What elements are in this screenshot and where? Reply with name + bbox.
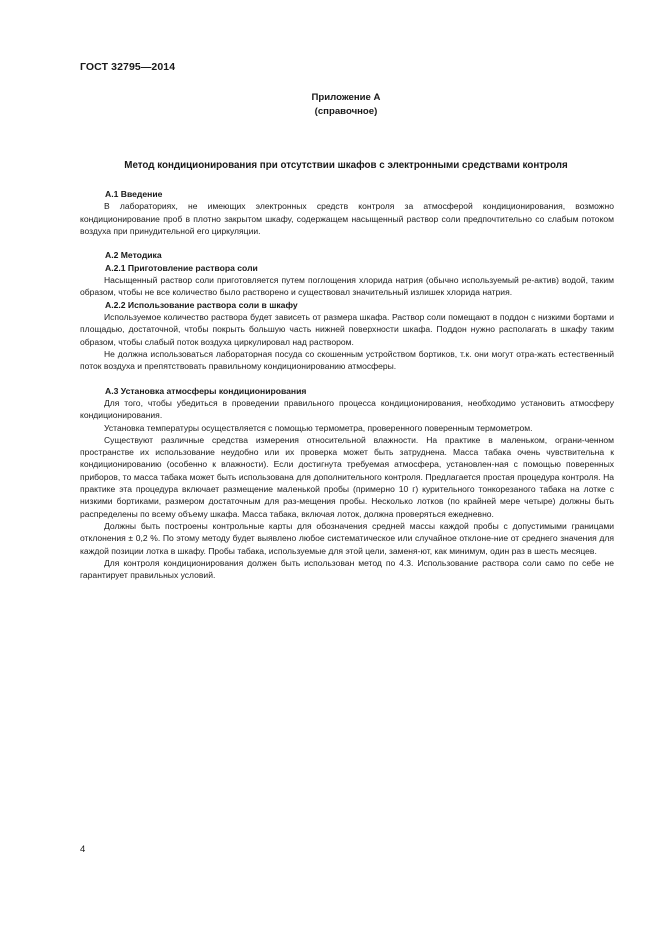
section-a2-heading: А.2 Методика [105,250,162,261]
section-a1-paragraph: В лабораториях, не имеющих электронных средств контроля за атмосферой кондиционирования, возможно кондиционирование проб в плотно закрытом шкафу, содержащем насыщенный раствор соли предпочтительно со слабым потоком воздуха при принудительной его циркуляции. [80,201,614,236]
page-number: 4 [80,844,86,855]
section-a2-2-paragraph-1: Используемое количество раствора будет зависеть от размера шкафа. Раствор соли помещают в поддон с низкими бортами и площадью, достаточной, чтобы покрыть большую часть нижней поверхности шкафа. Поддон нужно располагать в шкафу таким образом, чтобы слабый поток воздуха циркулировал над раствором. [80,312,614,347]
appendix-kind: (справочное) [314,106,378,117]
appendix-heading [220,91,472,119]
document-body [80,188,614,581]
section-a2-2-heading: А.2.2 Использование раствора соли в шкафу [105,299,298,310]
section-a3-heading: А.3 Установка атмосферы кондиционирования [105,385,307,396]
appendix-title: Приложение А [311,92,381,103]
document-code: ГОСТ 32795—2014 [80,61,176,73]
section-a3-paragraph-5: Для контроля кондиционирования должен быть использован метод по 4.3. Использование раствора соли само по себе не гарантирует правильных условий. [80,557,614,581]
section-a3-paragraph-3: Существуют различные средства измерения относительной влажности. На практике в маленьком, ограни-ченном пространстве их использование неудобно или их проверка может быть затруднена. Масса табака очень чувствительна к кондиционированию (особенно к влажности). Если достигнута требуемая атмосфера, установлен-ная с помощью поверенных приборов, то масса табака может быть использована для дополнительного контроля. Предлагается простая процедура контроля. На практике эта процедура включает размещение маленькой пробы (примерно 10 г) курительного тонкорезаного табака на лотке с низкими бортиками, размером достаточным для раз-мещения пробы. Несколько лотков (по крайней мере четыре) должны быть распределены по всему объему шкафа. Масса табака, включая лоток, должна проверяться ежедневно. [80,434,614,519]
section-a3-paragraph-2: Установка температуры осуществляется с помощью термометра, проверенного поверенным термометром. [104,422,533,433]
section-a2-1-heading: А.2.1 Приготовление раствора соли [105,262,258,273]
section-a3-paragraph-1: Для того, чтобы убедиться в проведении правильного процесса кондиционирования, необходимо установить атмосферу кондиционирования. [80,398,614,421]
main-title: Метод кондиционирования при отсутствии шкафов с электронными средствами контроля [124,160,568,171]
section-a2-2-paragraph-2: Не должна использоваться лабораторная посуда со скошенным устройством бортиков, т.к. они могут отра-жать естественный поток воздуха и препятствовать правильному кондиционированию атмосферы. [80,349,614,372]
section-a1-heading: А.1 Введение [105,189,163,199]
section-a3-paragraph-4: Должны быть построены контрольные карты для обозначения средней массы каждой пробы с допустимыми границами отклонения ± 0,2 %. По этому методу будет выявлено любое систематическое или случайное отклоне-ние от среднего значения для каждой позиции лотка в шкафу. Пробы табака, используемые для этой цели, заменя-ют, как минимум, один раз в шесть месяцев. [80,520,614,556]
section-a2-1-paragraph: Насыщенный раствор соли приготовляется путем поглощения хлорида натрия (обычно используемый ре-актив) водой, таким образом, чтобы не все количество было растворено и существовал значительный излишек хлорида натрия. [80,275,614,298]
